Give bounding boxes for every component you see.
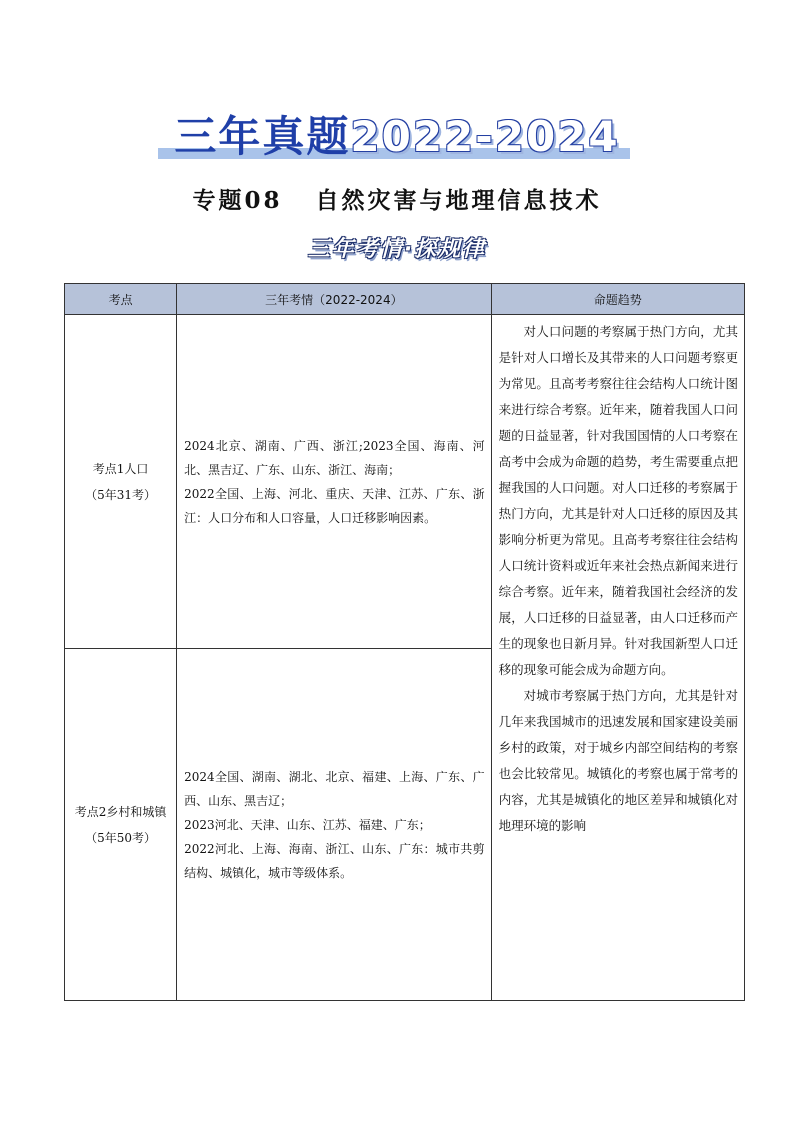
exam-point-cell [65, 649, 177, 1001]
table-row [65, 315, 745, 649]
exam-situation-cell [177, 649, 491, 1001]
situation-text: 2022河北、上海、海南、浙江、山东、广东：城市共剪结构、城镇化，城市等级体系。 [184, 841, 485, 880]
situation-text: 2024北京、湖南、广西、浙江;2023全国、海南、河北、黑吉辽、广东、山东、浙江、海南； [184, 438, 485, 477]
exam-situation-cell [177, 315, 491, 649]
header-situation: 三年考情（2022-2024） [177, 284, 491, 315]
section-heading-text: 三年考情·探规律 [307, 237, 487, 262]
header-trend: 命题趋势 [491, 284, 744, 315]
banner-title-part2: 2022-2024 [350, 112, 620, 161]
trend-paragraph: 对人口问题的考察属于热门方向，尤其是针对人口增长及其带来的人口问题考察更为常见。且高考考察往往会结构人口统计图来进行综合考察。近年来，随着我国人口问题的日益显著，针对我国国情的人口考察在高考中会成为命题的趋势，考生需要重点把握我国的人口问题。对人口迁移的考察属于热门方向，尤其是针对人口迁移的原因及其影响分析更为常见。且高考考察往往会结构人口统计资料或近年来社会热点新闻来进行综合考察。近年来，随着我国社会经济的发展，人口迁移的日益显著，由人口迁移而产生的现象也日新月异。针对我国新型人口迁移的现象可能会成为命题方向。 [498, 324, 738, 677]
exam-point-cell [65, 315, 177, 649]
trend-cell [491, 315, 744, 1001]
exam-point-count: （5年31考） [85, 487, 157, 502]
header-point: 考点 [65, 284, 177, 315]
banner-title-part1: 三年真题 [174, 112, 351, 161]
exam-point-name: 考点2乡村和城镇 [74, 804, 167, 819]
title-banner [0, 112, 794, 168]
exam-point-count: （5年50考） [85, 830, 157, 845]
topic-subtitle: 专题08 自然灾害与地理信息技术 [192, 187, 602, 214]
situation-text: 2024全国、湖南、湖北、北京、福建、上海、广东、广西、山东、黑吉辽； [184, 769, 485, 808]
situation-text: 2022全国、上海、河北、重庆、天津、江苏、广东、浙江：人口分布和人口容量，人口迁移影响因素。 [184, 486, 485, 525]
section-heading [0, 232, 794, 263]
situation-text: 2023河北、天津、山东、江苏、福建、广东； [184, 817, 431, 832]
banner-title [0, 112, 794, 162]
trend-paragraph: 对城市考察属于热门方向，尤其是针对几年来我国城市的迅速发展和国家建设美丽乡村的政策，对于城乡内部空间结构的考察也会比较常见。城镇化的考察也属于常考的内容，尤其是城镇化的地区差异和城镇化对地理环境的影响 [498, 688, 738, 833]
exam-point-name: 考点1人口 [92, 461, 149, 476]
exam-analysis-table [64, 283, 745, 1001]
table-header-row [65, 284, 745, 315]
